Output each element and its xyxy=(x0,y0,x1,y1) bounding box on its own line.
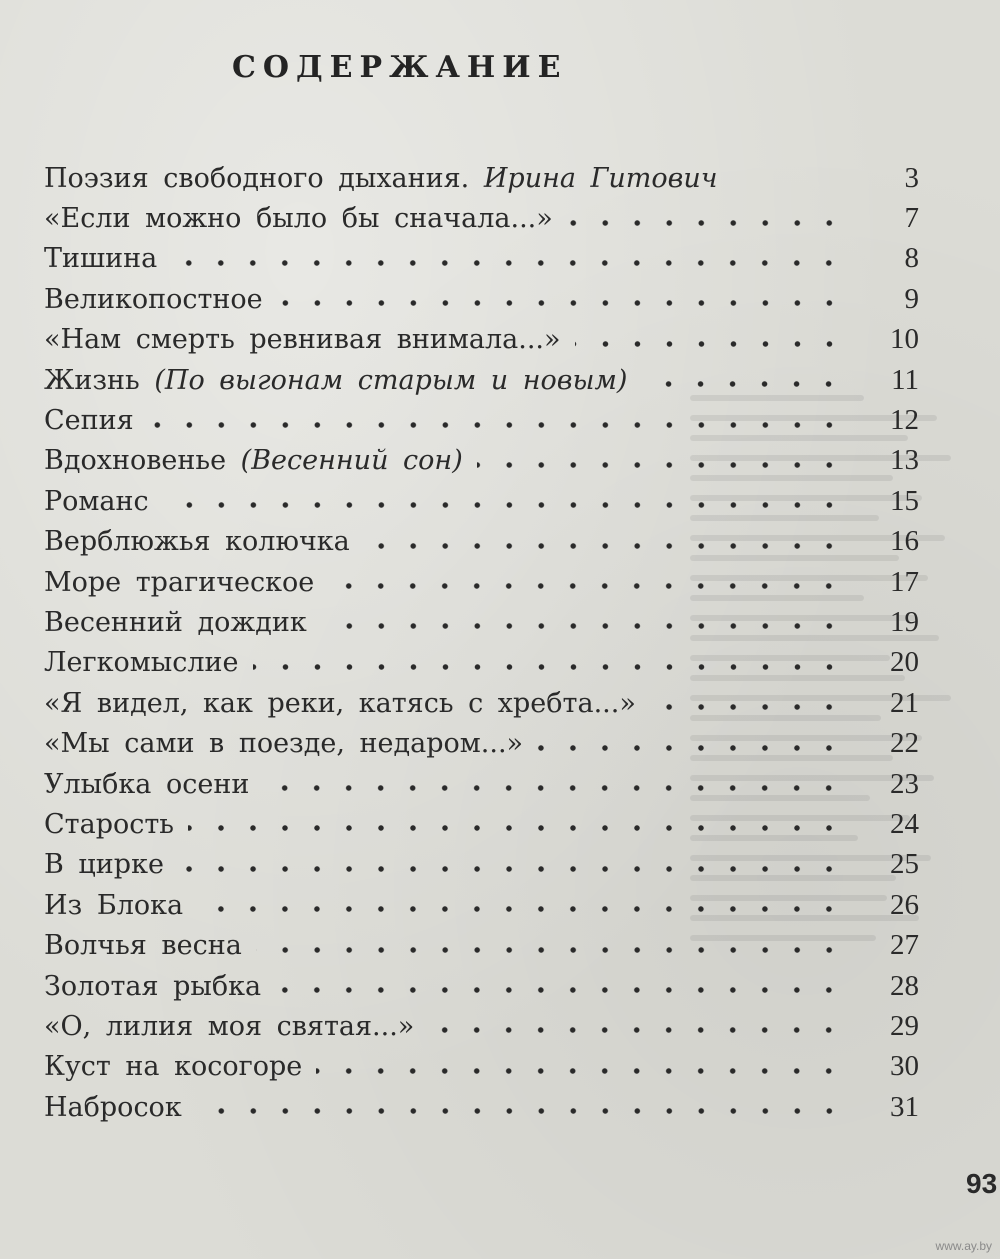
toc-entry xyxy=(44,522,919,562)
dot-leader xyxy=(650,698,845,716)
toc-entry-title xyxy=(44,324,571,355)
toc-entry xyxy=(44,279,919,319)
toc-entry-title xyxy=(44,890,193,921)
toc-entry xyxy=(44,723,919,763)
toc-entry xyxy=(44,643,919,683)
toc-entry xyxy=(44,1006,919,1046)
toc-entry-main-title: Верблюжья колючка xyxy=(44,526,350,558)
toc-entry-title xyxy=(44,769,259,800)
toc-entry xyxy=(44,764,919,804)
toc-entry xyxy=(44,804,919,844)
toc-entry-main-title: Легкомыслие xyxy=(44,647,239,679)
toc-entry xyxy=(44,885,919,925)
toc-entry-page: 21 xyxy=(890,686,919,719)
dot-leader xyxy=(364,537,845,555)
toc-entry-page: 19 xyxy=(890,605,919,638)
toc-entry xyxy=(44,845,919,885)
toc-entry xyxy=(44,683,919,723)
toc-entry-page: 10 xyxy=(890,323,919,356)
toc-entry-title xyxy=(44,284,273,315)
toc-entry-title xyxy=(44,445,473,476)
toc-entry-main-title: Улыбка осени xyxy=(44,768,250,800)
toc-entry-main-title: «Мы сами в поезде, недаром...» xyxy=(44,728,524,760)
toc-entry xyxy=(44,158,919,198)
toc-entry-main-title: Жизнь xyxy=(44,364,140,396)
toc-entry-main-title: Волчья весна xyxy=(44,930,242,962)
toc-entry-title xyxy=(44,809,184,840)
toc-entry-page: 12 xyxy=(890,404,919,437)
dot-leader xyxy=(477,456,845,474)
toc-entry xyxy=(44,481,919,521)
toc-entry-page: 20 xyxy=(890,646,919,679)
toc-entry-title xyxy=(44,405,144,436)
dot-leader xyxy=(196,1102,845,1120)
dot-leader xyxy=(256,941,845,959)
toc-entry-title xyxy=(44,1092,192,1123)
toc-entry-page: 17 xyxy=(890,565,919,598)
toc-entry-page: 15 xyxy=(890,484,919,517)
toc-entry-main-title: «Я видел, как реки, катясь с хребта...» xyxy=(44,687,636,719)
toc-entry xyxy=(44,320,919,360)
toc-entry-page: 16 xyxy=(890,525,919,558)
toc-entry-main-title: Сепия xyxy=(44,405,134,437)
toc-entry xyxy=(44,1047,919,1087)
toc-entry-title xyxy=(44,849,174,880)
toc-entry-page: 11 xyxy=(891,363,919,396)
toc-entry-subtitle: (По выгонам старым и новым) xyxy=(154,364,628,396)
toc-entry xyxy=(44,441,919,481)
dot-leader xyxy=(197,900,845,918)
toc-entry-main-title: В цирке xyxy=(44,849,164,881)
page-number: 93 xyxy=(966,1168,998,1199)
dot-leader xyxy=(321,617,845,635)
watermark: www.ay.by xyxy=(935,1239,992,1253)
dot-leader xyxy=(275,981,845,999)
toc-entry-main-title: Золотая рыбка xyxy=(44,970,262,1002)
toc-entry-title xyxy=(44,971,271,1002)
toc-entry-main-title: Великопостное xyxy=(44,283,263,315)
dot-leader xyxy=(171,254,845,272)
toc-entry-page: 23 xyxy=(890,767,919,800)
toc-entry-title xyxy=(44,1051,312,1082)
toc-entry-main-title: Море трагическое xyxy=(44,566,315,598)
toc-entry-page: 8 xyxy=(904,242,919,275)
toc-entry-title xyxy=(44,163,728,194)
dot-leader xyxy=(328,577,845,595)
toc-entry-main-title: Старость xyxy=(44,808,174,840)
toc-entry-main-title: Весенний дождик xyxy=(44,606,307,638)
toc-entry-main-title: Тишина xyxy=(44,243,158,275)
dot-leader xyxy=(641,375,845,393)
dot-leader xyxy=(316,1062,845,1080)
dot-leader xyxy=(253,658,845,676)
toc-entry-title xyxy=(44,607,317,638)
toc-entry-page: 7 xyxy=(904,202,919,235)
toc-entry-title xyxy=(44,486,159,517)
toc-entry-main-title: Куст на косогоре xyxy=(44,1051,303,1083)
dot-leader xyxy=(537,739,845,757)
toc-entry-title xyxy=(44,647,249,678)
toc-entry-title xyxy=(44,1011,424,1042)
toc-entry-page: 28 xyxy=(890,969,919,1002)
toc-entry-page: 31 xyxy=(890,1090,919,1123)
toc-entry-title xyxy=(44,688,646,719)
dot-leader xyxy=(163,496,845,514)
toc-entry-title xyxy=(44,930,252,961)
toc-entry xyxy=(44,360,919,400)
toc-entry-main-title: Романс xyxy=(44,485,149,517)
toc-entry xyxy=(44,239,919,279)
toc-entry-main-title: «О, лилия моя святая...» xyxy=(44,1010,415,1042)
toc-entry-page: 3 xyxy=(904,161,919,194)
toc-entry-main-title: Из Блока xyxy=(44,889,184,921)
toc-entry-page: 13 xyxy=(890,444,919,477)
dot-leader xyxy=(188,819,845,837)
toc-entry-page: 9 xyxy=(904,282,919,315)
dot-leader xyxy=(148,416,845,434)
toc-entry-page: 24 xyxy=(890,807,919,840)
toc-entry-page: 30 xyxy=(890,1050,919,1083)
toc-entry-page: 25 xyxy=(890,848,919,881)
toc-entry-title xyxy=(44,526,360,557)
toc-entry-title xyxy=(44,728,533,759)
dot-leader xyxy=(428,1021,845,1039)
toc-entry-title xyxy=(44,567,324,598)
dot-leader xyxy=(575,335,845,353)
toc-entry-main-title: Поэзия свободного дыхания. xyxy=(44,162,470,194)
dot-leader xyxy=(178,860,845,878)
dot-leader xyxy=(567,214,845,232)
toc-entry xyxy=(44,602,919,642)
toc-entry-main-title: «Если можно было бы сначала...» xyxy=(44,203,553,235)
toc-entry-page: 27 xyxy=(890,929,919,962)
toc-entry xyxy=(44,1087,919,1127)
toc-entry xyxy=(44,400,919,440)
toc-entry xyxy=(44,966,919,1006)
toc-entry-page: 26 xyxy=(890,888,919,921)
toc-entry xyxy=(44,562,919,602)
toc-heading: СОДЕРЖАНИЕ xyxy=(232,50,568,85)
toc-entry-main-title: «Нам смерть ревнивая внимала...» xyxy=(44,324,561,356)
toc-entry-subtitle: Ирина Гитович xyxy=(483,162,718,194)
toc-entry-main-title: Вдохновенье xyxy=(44,445,227,477)
toc-entry-subtitle: (Весенний сон) xyxy=(240,445,463,477)
toc-entry xyxy=(44,925,919,965)
toc-entry-page: 29 xyxy=(890,1009,919,1042)
toc-entry-title xyxy=(44,243,167,274)
toc-entry-page: 22 xyxy=(890,727,919,760)
toc-entry-title xyxy=(44,203,563,234)
dot-leader xyxy=(277,294,845,312)
table-of-contents xyxy=(44,158,919,1127)
toc-entry-main-title: Набросок xyxy=(44,1091,182,1123)
toc-entry-title xyxy=(44,365,637,396)
toc-entry xyxy=(44,198,919,238)
dot-leader xyxy=(263,779,845,797)
